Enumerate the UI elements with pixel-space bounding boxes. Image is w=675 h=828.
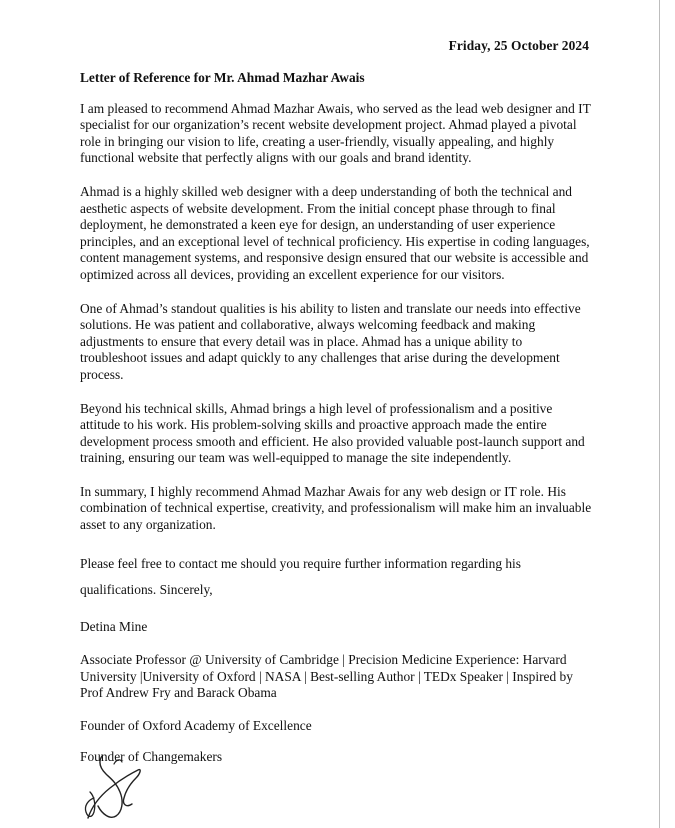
handwritten-signature (80, 752, 150, 822)
founder-line-2: Founder of Changemakers (80, 748, 223, 764)
paragraph-1: I am pleased to recommend Ahmad Mazhar Awais, who served as the lead web designer and IT specialist for our organization’s recent website development project. Ahmad played a pivotal role in bringing our vision to life, creating a user-friendly, visually appealing, and highly functional website that perfectly aligns with our goals and brand identity. (80, 100, 591, 166)
letter-date: Friday, 25 October 2024 (448, 38, 589, 53)
closing-line: Please feel free to contact me should you require further information regarding his qualifications. Sincerely, (80, 555, 521, 597)
signer-name: Detina Mine (80, 618, 148, 634)
paragraph-4: Beyond his technical skills, Ahmad brings a high level of professionalism and a positive attitude to his work. His problem-solving skills and proactive approach made the entire development process smooth and efficient. He also provided valuable post-launch support and training, ensuring our team was well-equipped to manage the site independently. (80, 400, 585, 466)
paragraph-2: Ahmad is a highly skilled web designer with a deep understanding of both the technical and aesthetic aspects of website development. From the initial concept phase through to final deployment, he demonstrated a keen eye for design, an understanding of user experience principles, and an exceptional level of technical proficiency. His expertise in coding languages, content management systems, and responsive design ensured that our website is accessible and optimized across all devices, providing an excellent experience for our visitors. (80, 183, 590, 282)
signer-credentials: Associate Professor @ University of Cambridge | Precision Medicine Experience: Harvard University |University of Oxford | NASA | Best-selling Author | TEDx Speaker | Inspired by Prof Andrew Fry and Barack Obama (80, 652, 573, 701)
letter-body (80, 70, 592, 779)
paragraph-5: In summary, I highly recommend Ahmad Mazhar Awais for any web design or IT role. His combination of technical expertise, creativity, and professionalism will make him an invaluable asset to any organization. (80, 483, 592, 533)
paragraph-3: One of Ahmad’s standout qualities is his ability to listen and translate our needs into effective solutions. He was patient and collaborative, always welcoming feedback and making adjustments to ensure that every detail was in place. Ahmad has a unique ability to troubleshoot issues and adapt quickly to any challenges that arise during the development process. (80, 300, 581, 382)
founder-line-1: Founder of Oxford Academy of Excellence (80, 718, 312, 734)
letter-title: Letter of Reference for Mr. Ahmad Mazhar Awais (80, 70, 365, 85)
